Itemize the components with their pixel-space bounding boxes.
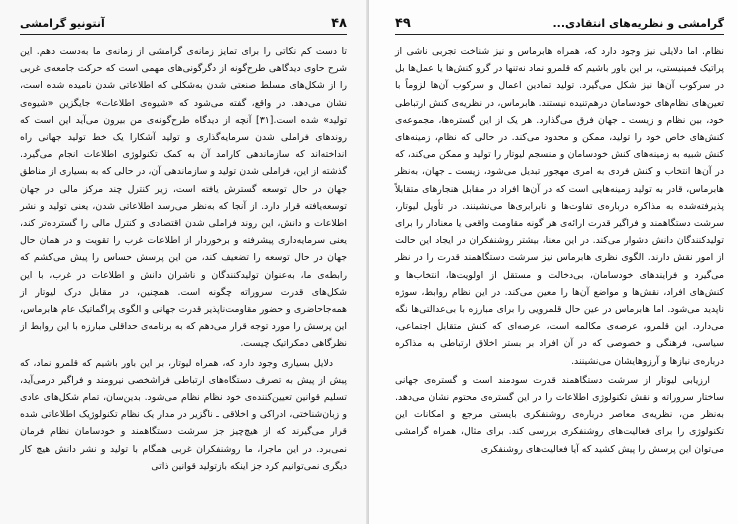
page-number: ۴۹ bbox=[395, 15, 411, 31]
right-page bbox=[369, 0, 738, 524]
running-head: آنتونیو گرامشی bbox=[20, 16, 105, 30]
running-head: گرامشی و نظریه‌های انتقادی... bbox=[552, 16, 724, 30]
right-page-header bbox=[395, 14, 724, 35]
paragraph: دلایل بسیاری وجود دارد که، همراه لیوتار، بر این باور باشیم که قلمرو نماد، که پیش از پیش به تصرف دستگاه‌های ارتباطی فراشخصی نیرومند و فراگیر درمی‌آید، تسلیم قوانین تعیین‌کننده‌ی خود نظام نظام می‌شود. بدین‌سان، تمام شکل‌های عادی و زبان‌شناختی، ادراکی و اخلاقی ـ ناگزیر در مدار یک نظام تکنولوژیک اطلاعاتی شده قرار می‌گیرند که از هیچ‌چیز جز سرشت دستگاهمند و خودسامان نظام فرمان نمی‌برد. در این ماجرا، ما روشنفکران غربی همگام با تولید و نشر دانش هیچ کار دیگری نمی‌توانیم کرد جز اینکه بازتولید قوانین ذاتی bbox=[20, 357, 347, 472]
paragraph: تا دست کم نکاتی را برای تمایز زمانه‌ی گرامشی از زمانه‌ی ما به‌دست دهم. این شرح حاوی دیدگاهی طرح‌گونه از دگرگونی‌های مهمی است که حرکت جامعه‌ی غربی را از شکل‌های مسلط صنعتی شدن به‌شکلی که اطلاعاتی شدن نامیده شده است، نشان می‌دهد. در واقع، گفته می‌شود که «شیوه‌ی اطلاعات» جایگزین «شیوه‌ی تولید» شده است.[۳۱] آنچه از دیدگاه طرح‌گونه‌ی من بیرون می‌آید این است که روندهای فراملی شدن سرمایه‌گذاری و تولید آشکارا یک خط تولید جهانی راه انداخته‌اند که سازماندهی کارامد آن به کمک تکنولوژی اطلاعات انجام می‌گیرد. گذشته از این، فراملی شدن تولید و سازماندهی آن، در حالی که به بسیاری از مناطق جهان در حال توسعه گسترش یافته است، زیر کنترل چند مرکز مالی در جهان توسعه‌یافته قرار دارد. از آنجا که به‌نظر می‌رسد اطلاعاتی شدن، یعنی تولید و نشر اطلاعات و دانش، این روند فراملی شدن اقتصادی و کنترل مالی را گسترده‌تر کند، یعنی سرمایه‌داری پیشرفته و برخوردار از اطلاعات غرب را تقویت و در همان حال جهان در حال توسعه را تضعیف کند، من این پرسش حساس را پیش می‌کشم که رابطه‌ی ما، به‌عنوان تولیدکنندگان و ناشران دانش و اطلاعات در غرب، با این شکل‌های قدرت سروراته چگونه است. همچنین، در مقابل درک لیوتار از همه‌جاحاضری و حضور مقاومت‌ناپذیر قدرت جهانی و الگوی پراگماتیک عام هابرماس، این پرسش را مورد توجه قرار می‌دهم که به برنامه‌ی حداقلی مبارزه با این روابط از نظرگاهی دمکراتیک چیست. bbox=[20, 46, 347, 350]
paragraph: نظام. اما دلایلی نیز وجود دارد که، همراه هابرماس و نیز شناخت تجربی ناشی از پراتیک فمینیستی، بر این باور باشیم که قلمرو نماد نه‌تنها در گرو کنش‌ها یا عمل‌ها بل در سرکوب آن‌ها نیز شکل می‌گیرد. تولید تمادین اعمال و سرکوب آن‌ها لزوماً با تعین‌های نظام‌های خودسامان درهم‌تنیده نیستند. هابرماس، در نظریه‌ی کنش ارتباطی خود، بین نظام و زیست ـ جهان فرق می‌گذارد. هر یک از این گستره‌ها، مجموعه‌ی کنش‌های خاص خود را تولید، ممکن و محدود می‌کند. در حالی که نظام، زمینه‌های کنش شبیه به زمینه‌های کنش خودسامان و منسجم لیوتار را تولید و ممکن می‌کند، که در آن‌ها انتخاب و کنش فردی به امری مهجور تبدیل می‌شود، زیست ـ جهان، به‌نظر هابرماس، قادر به تولید زمینه‌هایی است که در آن‌ها افراد در مقابل هنجارهای متقابلاً پذیرفته‌شده به مذاکره درباره‌ی تفاوت‌ها و نابرابری‌ها می‌نشینند. در تأویل لیوتار، سرشت دستگاهمند و فراگیر قدرت ارائه‌ی هر گونه مقاومت واقعی یا معنادار را برای تولیدکنندگان دانش دشوار می‌کند. در این معنا، بیشتر روشنفکران در ایجاد این حالت از امور نقش دارند. الگوی نظری هابرماس نیز سرشت دستگاهمند قدرت را در نظر می‌گیرد و فرایندهای خودسامان، بی‌دخالت و مستقل از اولویت‌ها، انتخاب‌ها و کنش‌های افراد، نقش‌ها و مواضع آن‌ها را معین می‌کند. در این نظام روابط، سوژه ناپدید می‌شود. اما هابرماس در عین حال قلمرویی را برای مبارزه با بی‌عدالتی‌ها نگه می‌دارد. این قلمرو، عرصه‌ی مکالمه است، عرصه‌ای که کنش متقابل اجتماعی، سیاسی، فرهنگی و خصوصی که در آن افراد بر بستر اخلاق ارتباطی به مذاکره درباره‌ی نیازها و آرزوهایشان می‌نشینند. bbox=[395, 46, 724, 367]
left-page-header bbox=[20, 14, 347, 35]
paragraph: ارزیابی لیوتار از سرشت دستگاهمند قدرت سودمند است و گستره‌ی جهانی ساختار سروراته و نقش تکنولوژی اطلاعات را در این گستره‌ی محتوم نشان می‌دهد. به‌نظر من، نظریه‌ی معاصر درباره‌ی روشنفکری بایستی مرجع و امکانات این تکنولوژی را برای فعالیت‌های روشنفکری بررسی کند. برای مثال، همراه گرامشی می‌توان این پرسش را پیش کشید که آیا فعالیت‌های روشنفکری bbox=[395, 374, 724, 455]
page-number: ۴۸ bbox=[331, 15, 347, 31]
